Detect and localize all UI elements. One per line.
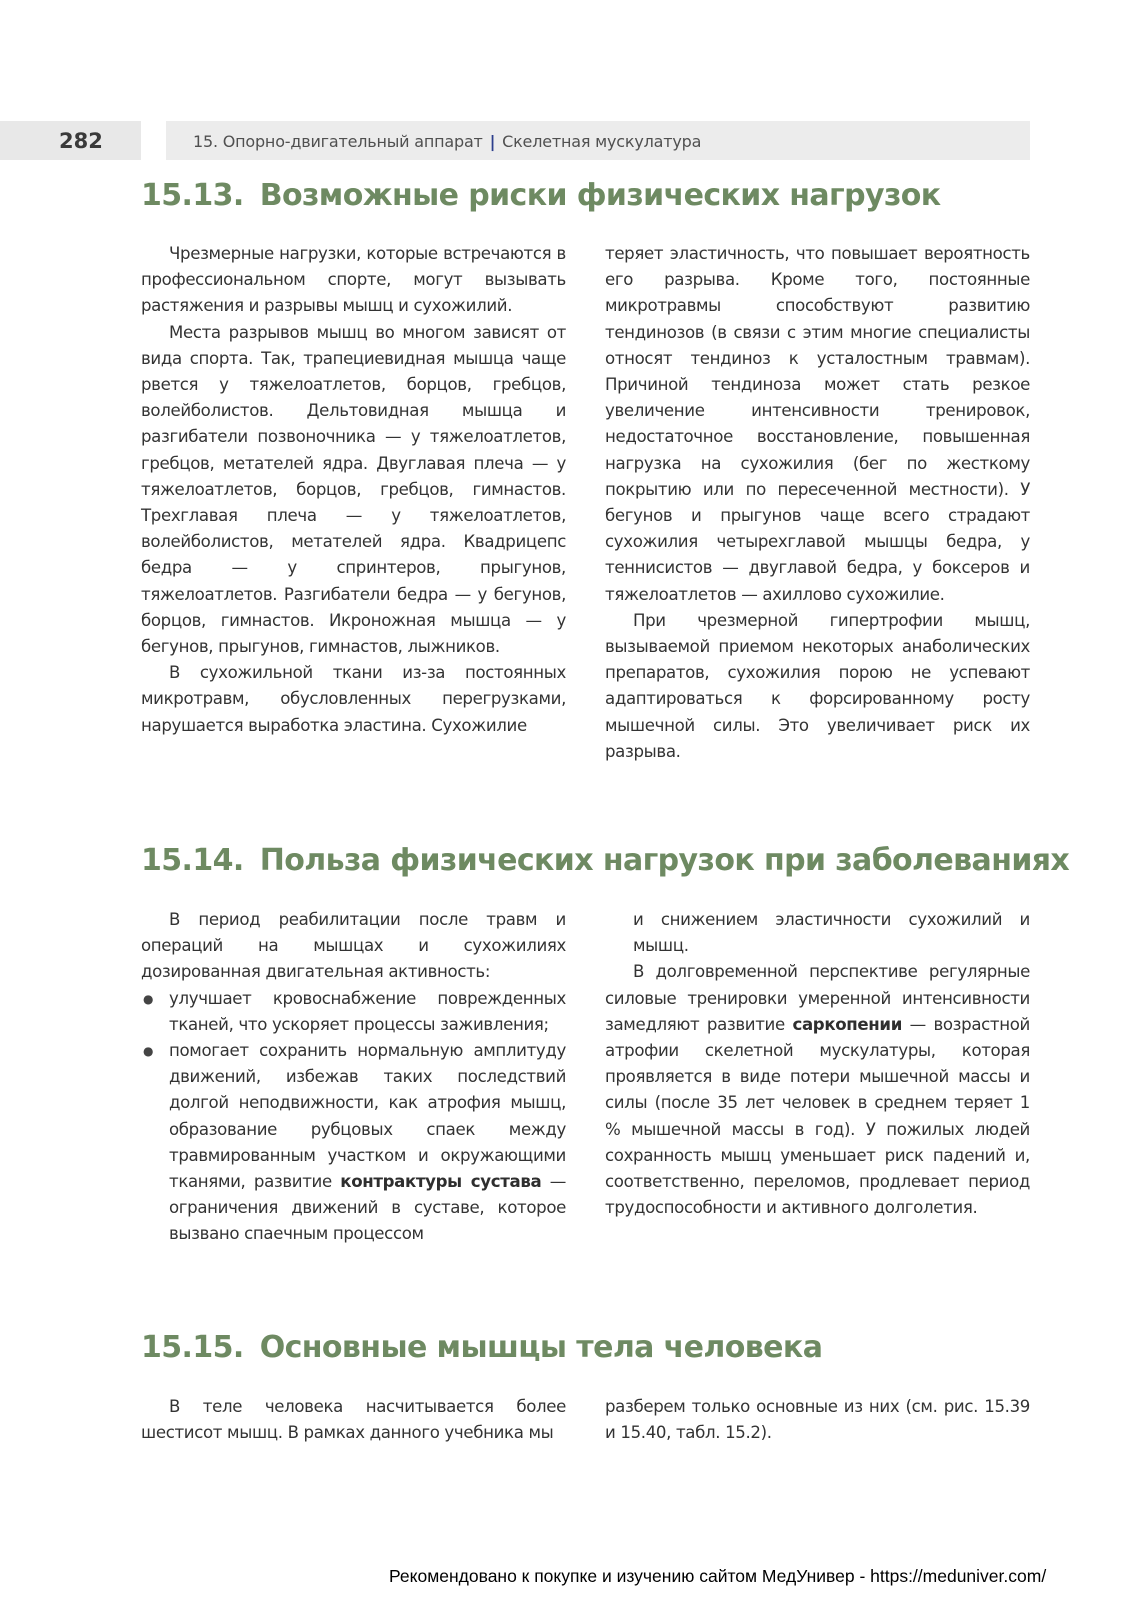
paragraph: При чрезмерной гипертрофии мышц, вызываемой приемом некоторых анаболических препаратов, сухожилия порою не успевают адаптироваться к форсированному росту мышечной силы. Это увеличивает риск их разрыва. [605,610,1030,761]
section-15-15-right-column [605,1394,1030,1446]
paragraph-text: — возрастной атрофии скелетной мускулатуры, которая проявляется в виде потери мышечной массы и силы (после 35 лет человек в среднем теряет 1 % мышечной массы в год). У пожилых людей сохранность мышц уменьшает риск падений и, соответственно, переломов, продлевает период трудоспособности и активного долголетия. [605,1014,1030,1218]
list-item [141,986,566,1038]
paragraph-text: В долговременной перспективе регулярные силовые тренировки умеренной интенсивности замедляют развитие [605,962,1030,1034]
running-header-section: Скелетная мускулатура [502,132,702,151]
paragraph: В период реабилитации после травм и операций на мышцах и сухожилиях дозированная двигательная активность: [141,910,566,982]
list-item [141,1038,566,1248]
list-item-text: помогает сохранить нормальную амплитуду движений, избежав таких последствий долгой неподвижности, как атрофия мышц, образование рубцовых спаек между травмированным участком и окружающими тканями, развитие [169,1041,566,1192]
section-number: 15.13. [141,178,244,213]
section-heading-15-14 [141,843,1069,878]
paragraph: разберем только основные из них (см. рис. 15.39 и 15.40, табл. 15.2). [605,1397,1030,1443]
term-contracture: контрактуры сустава [340,1172,542,1192]
section-15-14-left-column [141,907,566,1248]
paragraph: В сухожильной ткани из-за постоянных микротравм, обусловленных перегрузками, нарушается выработка эластина. Сухожилие [141,663,566,735]
section-15-14-right-column [605,907,1030,1221]
running-header [193,132,701,151]
section-title-text: Основные мышцы тела человека [259,1330,823,1365]
running-header-chapter: 15. Опорно-двигательный аппарат [193,132,483,151]
footer-recommendation: Рекомендовано к покупке и изучению сайтом МедУнивер - https://meduniver.com/ [389,1566,1047,1586]
paragraph [605,959,1030,1221]
bullet-list [141,986,566,1248]
page-number: 282 [59,129,103,153]
section-heading-15-13 [141,178,941,213]
section-15-13-left-column [141,241,566,739]
section-number: 15.14. [141,843,244,878]
section-heading-15-15 [141,1330,822,1365]
paragraph: В теле человека насчитывается более шестисот мышц. В рамках данного учебника мы [141,1397,566,1443]
section-15-13-right-column [605,241,1030,765]
paragraph: теряет эластичность, что повышает вероятность его разрыва. Кроме того, постоянные микротравмы способствуют развитию тендинозов (в связи с этим многие специалисты относят тендиноз к усталостным травмам). Причиной тендиноза может стать резкое увеличение интенсивности тренировок, недостаточное восстановление, повышенная нагрузка на сухожилия (бег по жесткому покрытию или по пересеченной местности). У бегунов и прыгунов чаще всего страдают сухожилия четырехглавой мышцы бедра, у теннисистов — двуглавой бедра, у боксеров и тяжелоатлетов — ахиллово сухожилие. [605,244,1030,604]
section-number: 15.15. [141,1330,244,1365]
paragraph: Чрезмерные нагрузки, которые встречаются в профессиональном спорте, могут вызывать растяжения и разрывы мышц и сухожилий. [141,244,566,316]
section-title-text: Польза физических нагрузок при заболеваниях [259,843,1070,878]
section-title-text: Возможные риски физических нагрузок [259,178,941,213]
running-header-separator: | [489,132,496,151]
term-sarcopenia: саркопении [792,1014,902,1034]
list-item-continuation: и снижением эластичности сухожилий и мышц. [633,910,1030,956]
paragraph: Места разрывов мышц во многом зависят от вида спорта. Так, трапециевидная мышца чаще рвется у тяжелоатлетов, борцов, гребцов, волейболистов. Дельтовидная мышца и разгибатели позвоночника — у тяжелоатлетов, гребцов, метателей ядра. Двуглавая плеча — у тяжелоатлетов, борцов, гребцов, гимнастов. Трехглавая плеча — у тяжелоатлетов, волейболистов, метателей ядра. Квадрицепс бедра — у спринтеров, прыгунов, тяжелоатлетов. Разгибатели бедра — у бегунов, борцов, гимнастов. Икроножная мышца — у бегунов, прыгунов, гимнастов, лыжников. [141,322,566,657]
list-item-text: улучшает кровоснабжение поврежденных тканей, что ускоряет процессы заживления; [169,988,566,1034]
list-item-text: — ограничения движений в суставе, которое вызвано спаечным процессом [169,1172,567,1244]
section-15-15-left-column [141,1394,566,1446]
